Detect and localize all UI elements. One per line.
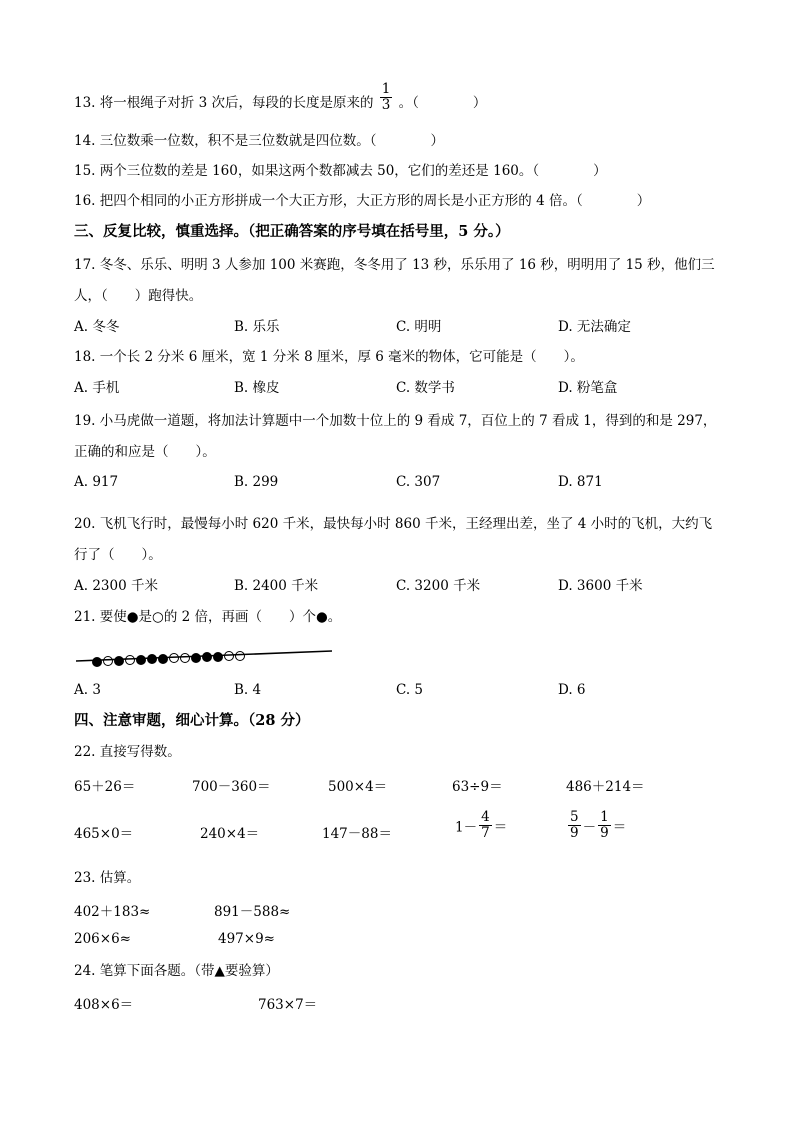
question-22-title: 22. 直接写得数。: [74, 744, 181, 760]
white-bead: [169, 653, 179, 663]
option-c: C. 明明: [396, 319, 442, 335]
black-bead: [136, 655, 146, 665]
black-bead: [147, 654, 157, 664]
black-bead: [213, 652, 223, 662]
calc-item: 486＋214＝: [566, 779, 645, 795]
black-bead: [202, 652, 212, 662]
option-b: B. 2400 千米: [234, 578, 319, 594]
option-b: B. 乐乐: [234, 319, 280, 335]
question-text: 将一根绳子对折 3 次后，每段的长度是原来的: [99, 95, 374, 111]
question-23-title: 23. 估算。: [74, 870, 141, 886]
written-calc-item: 763×7＝: [258, 997, 318, 1013]
answer-blank: 。（ ）: [398, 95, 487, 111]
option-a: A. 冬冬: [74, 319, 120, 335]
estimate-item: 497×9≈: [218, 931, 275, 947]
calc-item-fraction-1: 1－ $\frac{4}{7}$ ＝: [455, 809, 508, 841]
option-d: D. 3600 千米: [558, 578, 643, 594]
estimate-item: 891－588≈: [214, 904, 291, 920]
question-15: 15. 两个三位数的差是 160，如果这两个数都减去 50，它们的差还是 160。（ ）: [74, 163, 607, 179]
bead-string-figure: [76, 644, 332, 668]
black-bead: [114, 656, 124, 666]
option-d: D. 6: [558, 682, 586, 698]
option-d: D. 无法确定: [558, 319, 631, 335]
calc-item: 700－360＝: [192, 779, 271, 795]
black-bead: [92, 657, 102, 667]
option-c: C. 307: [396, 474, 441, 490]
question-17-line1: 17. 冬冬、乐乐、明明 3 人参加 100 米赛跑，冬冬用了 13 秒，乐乐用了 16 秒，明明用了 15 秒，他们三: [74, 257, 715, 273]
calc-item: 500×4＝: [328, 779, 388, 795]
question-13: [74, 81, 487, 119]
option-c: C. 5: [396, 682, 424, 698]
written-calc-item: 408×6＝: [74, 997, 134, 1013]
question-17-line2: 人，（ ）跑得快。: [74, 288, 203, 304]
question-18: 18. 一个长 2 分米 6 厘米，宽 1 分米 8 厘米，厚 6 毫米的物体，它可能是（ ）。: [74, 349, 584, 365]
calc-item: 147－88＝: [322, 826, 392, 842]
fraction: $\frac{1}{3}$: [381, 81, 391, 113]
calc-item-fraction-2: $\frac{5}{9}$ － $\frac{1}{9}$ ＝: [570, 809, 627, 841]
option-a: A. 手机: [74, 380, 120, 396]
option-c: C. 数学书: [396, 380, 455, 396]
fraction: $\frac{4}{7}$: [481, 809, 490, 841]
option-b: B. 4: [234, 682, 262, 698]
calc-item: 240×4＝: [200, 826, 260, 842]
option-d: D. 871: [558, 474, 603, 490]
black-bead: [191, 653, 201, 663]
option-a: A. 917: [74, 474, 119, 490]
fraction: $\frac{5}{9}$: [570, 809, 579, 841]
option-a: A. 2300 千米: [74, 578, 158, 594]
question-20-line2: 行了（ ）。: [74, 547, 162, 563]
calc-item: 65＋26＝: [74, 779, 136, 795]
white-bead: [103, 656, 113, 666]
question-24-title: 24. 笔算下面各题。（带▲要验算）: [74, 963, 279, 979]
section-heading-4: 四、注意审题，细心计算。（28 分）: [74, 712, 310, 729]
option-b: B. 橡皮: [234, 380, 280, 396]
estimate-item: 206×6≈: [74, 931, 131, 947]
option-b: B. 299: [234, 474, 279, 490]
white-bead: [125, 655, 135, 665]
option-a: A. 3: [74, 682, 101, 698]
option-c: C. 3200 千米: [396, 578, 481, 594]
option-d: D. 粉笔盒: [558, 380, 618, 396]
question-19-line1: 19. 小马虎做一道题，将加法计算题中一个加数十位上的 9 看成 7，百位上的 7 看成 1，得到的和是 297，: [74, 413, 717, 429]
question-21: 21. 要使●是○的 2 倍，再画（ ）个●。: [74, 609, 342, 625]
calc-item: 63÷9＝: [452, 779, 503, 795]
question-16: 16. 把四个相同的小正方形拼成一个大正方形，大正方形的周长是小正方形的 4 倍。（ ）: [74, 193, 651, 209]
bead-row: [91, 650, 245, 666]
calc-item: 465×0＝: [74, 826, 134, 842]
white-bead: [180, 653, 190, 663]
question-20-line1: 20. 飞机飞行时，最慢每小时 620 千米，最快每小时 860 千米，王经理出差，坐了 4 小时的飞机，大约飞: [74, 516, 713, 532]
white-bead: [235, 651, 245, 661]
question-14: 14. 三位数乘一位数，积不是三位数就是四位数。（ ）: [74, 133, 445, 149]
question-19-line2: 正确的和应是（ ）。: [74, 444, 216, 460]
black-bead: [158, 654, 168, 664]
estimate-item: 402＋183≈: [74, 904, 151, 920]
white-bead: [224, 651, 234, 661]
question-number: 13.: [74, 95, 96, 111]
fraction: $\frac{1}{9}$: [600, 809, 609, 841]
section-heading-3: 三、反复比较，慎重选择。（把正确答案的序号填在括号里，5 分。）: [74, 223, 510, 240]
